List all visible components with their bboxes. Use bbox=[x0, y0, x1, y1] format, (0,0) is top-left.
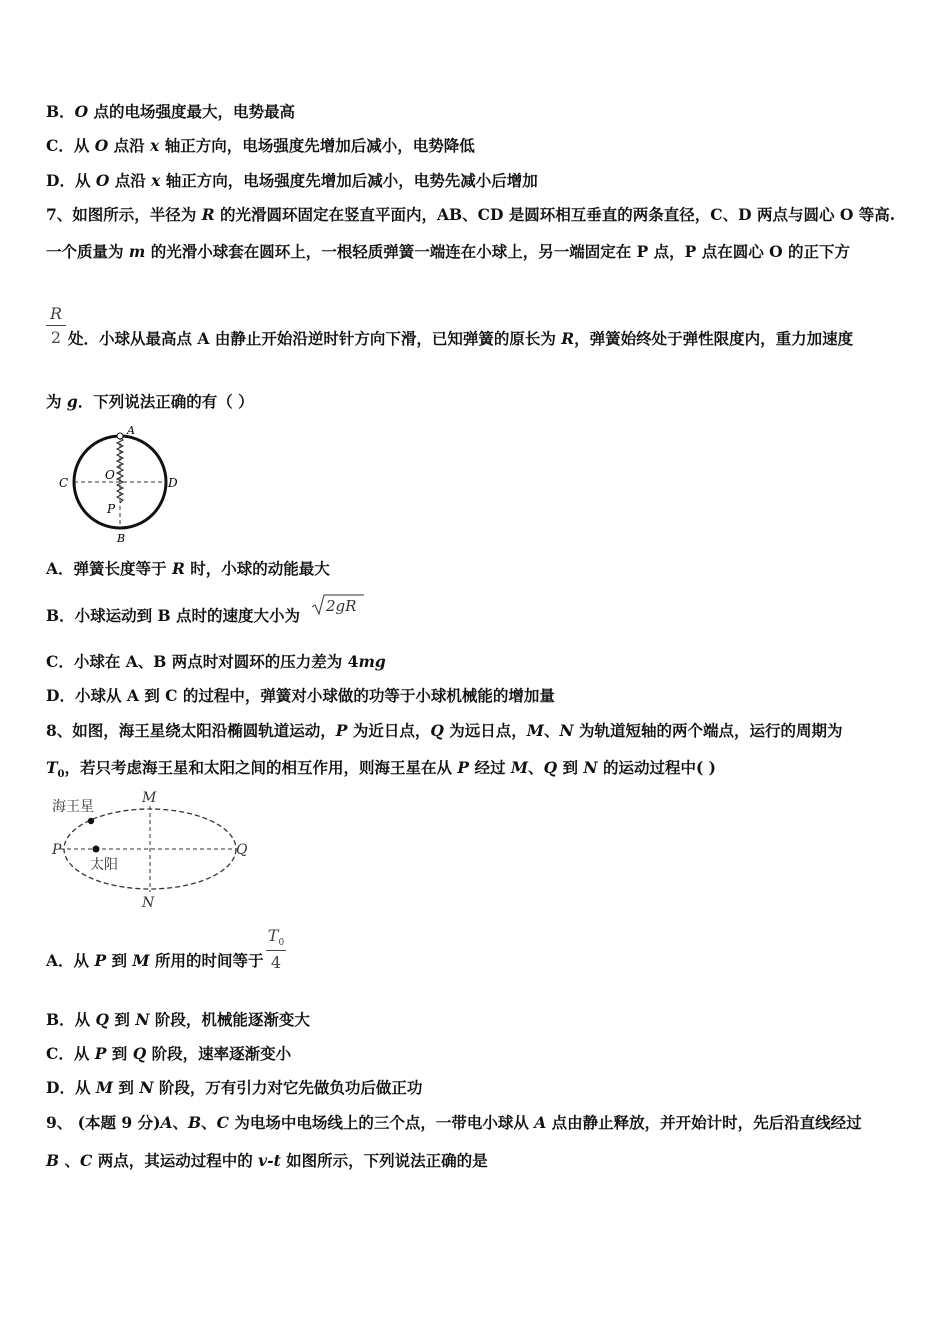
label-c: C bbox=[59, 476, 69, 490]
ball bbox=[117, 433, 123, 439]
q8-option-b: B．从 Q 到 N 阶段，机械能逐渐变大 bbox=[46, 1010, 310, 1029]
q7-option-a: A．弹簧长度等于 R 时，小球的动能最大 bbox=[46, 559, 330, 578]
label-a: A bbox=[127, 424, 135, 437]
q7-option-d: D．小球从 A 到 C 的过程中，弹簧对小球做的功等于小球机械能的增加量 bbox=[46, 686, 555, 705]
q8-option-c: C．从 P 到 Q 阶段，速率逐渐变小 bbox=[46, 1044, 292, 1063]
q8-stem-line1: 8、如图，海王星绕太阳沿椭圆轨道运动，P 为近日点，Q 为远日点，M、N 为轨道短轴的两个端点，运行的周期为 bbox=[46, 721, 843, 740]
label-n: N bbox=[142, 895, 155, 910]
q7-circle-figure bbox=[56, 422, 186, 547]
q8-stem-line2: $T_0$，若只考虑海王星和太阳之间的相互作用，则海王星在从 P 经过 M、Q 到 N 的运动过程中( ) bbox=[46, 758, 717, 781]
q7-stem-line1: 7、如图所示，半径为 R 的光滑圆环固定在竖直平面内，AB、CD 是圆环相互垂直的两条直径，C、D 两点与圆心 O 等高. bbox=[46, 205, 896, 224]
label-q: Q bbox=[236, 842, 248, 858]
q8-option-a: A．从 P 到 M 所用的时间等于 bbox=[46, 951, 264, 970]
q9-stem-line2: B 、C 两点，其运动过程中的 v-t 如图所示，下列说法正确的是 bbox=[46, 1151, 488, 1170]
q8-option-d: D．从 M 到 N 阶段，万有引力对它先做负功后做正功 bbox=[46, 1078, 423, 1097]
label-sun: 太阳 bbox=[90, 857, 118, 873]
q9-stem-line1: 9、 (本题 9 分)A、B、C 为电场中电场线上的三个点，一带电小球从 A 点由静止释放，并开始计时，先后沿直线经过 bbox=[46, 1113, 862, 1132]
q7-fraction-r-over-2: R 2 bbox=[46, 304, 66, 347]
planet-dot bbox=[88, 818, 94, 824]
label-p: P bbox=[107, 502, 116, 516]
q6-option-b: B．O 点的电场强度最大，电势最高 bbox=[46, 102, 296, 121]
label-b: B bbox=[117, 532, 126, 545]
label-o: O bbox=[105, 468, 115, 482]
label-d: D bbox=[168, 476, 178, 490]
q7-stem-line3: 处．小球从最高点 A 由静止开始沿逆时针方向下滑，已知弹簧的原长为 R，弹簧始终处于弹性限度内，重力加速度 bbox=[68, 329, 854, 348]
sun-dot bbox=[93, 846, 100, 853]
q7-option-c: C．小球在 A、B 两点时对圆环的压力差为 4mg bbox=[46, 652, 386, 671]
label-p: P bbox=[52, 842, 62, 858]
sqrt-2gr bbox=[310, 593, 366, 617]
q8-fraction-t0-over-4: $T_0$ 4 bbox=[267, 926, 285, 973]
q7-option-b: B．小球运动到 B 点时的速度大小为 bbox=[46, 606, 300, 625]
label-m: M bbox=[142, 790, 157, 806]
q6-option-d: D．从 O 点沿 x 轴正方向，电场强度先增加后减小，电势先减小后增加 bbox=[46, 171, 538, 190]
q7-stem-line2: 一个质量为 m 的光滑小球套在圆环上，一根轻质弹簧一端连在小球上，另一端固定在 P 点，P 点在圆心 O 的正下方 bbox=[46, 242, 851, 261]
q8-orbit-figure bbox=[46, 786, 256, 910]
q7-stem-line4: 为 g．下列说法正确的有（ ） bbox=[46, 392, 254, 411]
q6-option-c: C．从 O 点沿 x 轴正方向，电场强度先增加后减小，电势降低 bbox=[46, 136, 475, 155]
svg-text:2gR: 2gR bbox=[326, 597, 357, 615]
label-planet: 海王星 bbox=[52, 799, 94, 815]
